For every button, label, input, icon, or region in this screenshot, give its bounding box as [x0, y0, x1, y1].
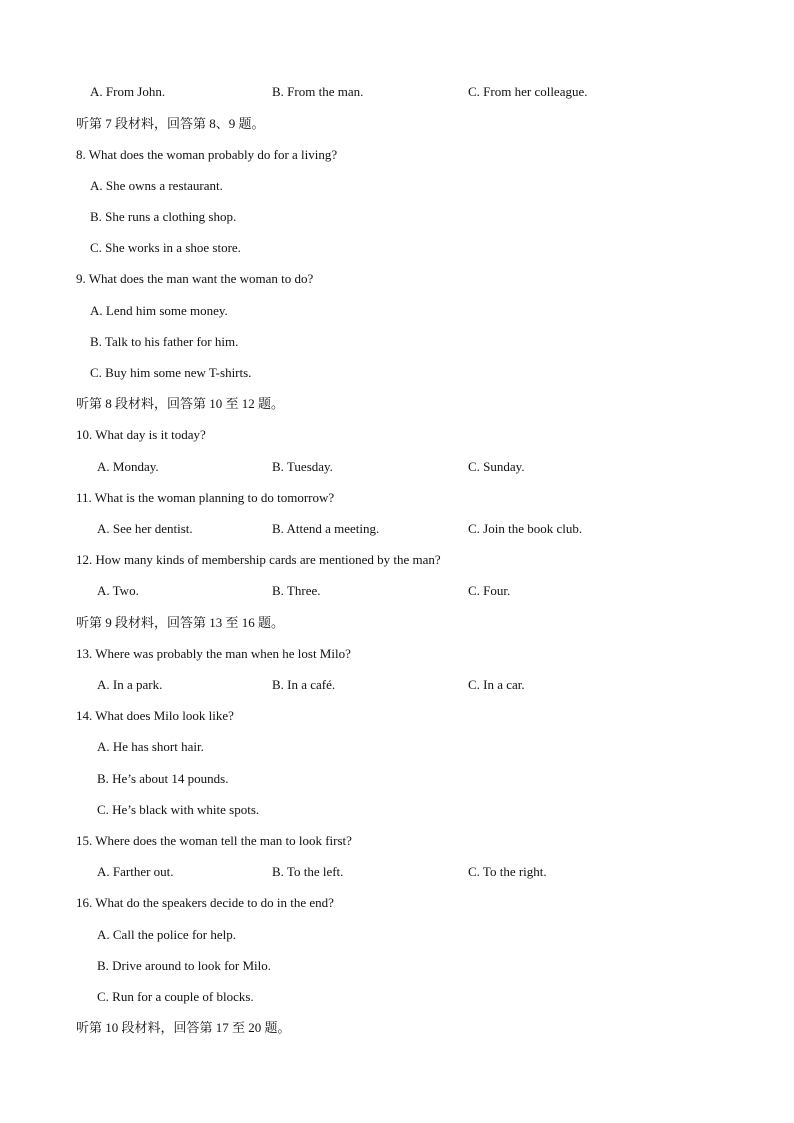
question-14: 14. What does Milo look like?	[76, 708, 234, 723]
q15-option-a: A. Farther out.	[97, 864, 174, 879]
q7-option-b: B. From the man.	[272, 84, 364, 99]
q14-option-c: C. He’s black with white spots.	[97, 802, 260, 817]
section-heading: 听第 7 段材料，回答第 8、9 题。	[76, 116, 265, 131]
q11-option-b: B. Attend a meeting.	[272, 521, 380, 536]
q8-option-b: B. She runs a clothing shop.	[90, 209, 237, 224]
q15-option-c: C. To the right.	[468, 864, 547, 879]
q16-option-a: A. Call the police for help.	[97, 927, 236, 942]
q10-option-a: A. Monday.	[97, 459, 159, 474]
q12-option-b: B. Three.	[272, 583, 321, 598]
q12-option-a: A. Two.	[97, 583, 139, 598]
q9-option-c: C. Buy him some new T-shirts.	[90, 365, 252, 380]
question-10: 10. What day is it today?	[76, 427, 206, 442]
section-heading: 听第 9 段材料，回答第 13 至 16 题。	[76, 615, 285, 630]
question-12: 12. How many kinds of membership cards are mentioned by the man?	[76, 552, 441, 567]
question-15: 15. Where does the woman tell the man to look first?	[76, 833, 352, 848]
question-8: 8. What does the woman probably do for a living?	[76, 147, 338, 162]
q15-option-b: B. To the left.	[272, 864, 344, 879]
question-16: 16. What do the speakers decide to do in the end?	[76, 895, 334, 910]
question-11: 11. What is the woman planning to do tomorrow?	[76, 490, 335, 505]
q7-option-c: C. From her colleague.	[468, 84, 588, 99]
q14-option-b: B. He’s about 14 pounds.	[97, 771, 229, 786]
section-heading: 听第 8 段材料，回答第 10 至 12 题。	[76, 396, 285, 411]
q8-option-a: A. She owns a restaurant.	[90, 178, 223, 193]
q12-option-c: C. Four.	[468, 583, 511, 598]
question-13: 13. Where was probably the man when he lost Milo?	[76, 646, 351, 661]
q13-option-a: A. In a park.	[97, 677, 163, 692]
q13-option-c: C. In a car.	[468, 677, 525, 692]
q7-option-a: A. From John.	[90, 84, 166, 99]
section-heading: 听第 10 段材料，回答第 17 至 20 题。	[76, 1020, 291, 1035]
q10-option-c: C. Sunday.	[468, 459, 525, 474]
q9-option-a: A. Lend him some money.	[90, 303, 228, 318]
question-9: 9. What does the man want the woman to do?	[76, 271, 314, 286]
q13-option-b: B. In a café.	[272, 677, 336, 692]
q10-option-b: B. Tuesday.	[272, 459, 333, 474]
q16-option-b: B. Drive around to look for Milo.	[97, 958, 272, 973]
q8-option-c: C. She works in a shoe store.	[90, 240, 241, 255]
q16-option-c: C. Run for a couple of blocks.	[97, 989, 254, 1004]
q11-option-a: A. See her dentist.	[97, 521, 193, 536]
q14-option-a: A. He has short hair.	[97, 739, 204, 754]
q9-option-b: B. Talk to his father for him.	[90, 334, 239, 349]
q11-option-c: C. Join the book club.	[468, 521, 583, 536]
